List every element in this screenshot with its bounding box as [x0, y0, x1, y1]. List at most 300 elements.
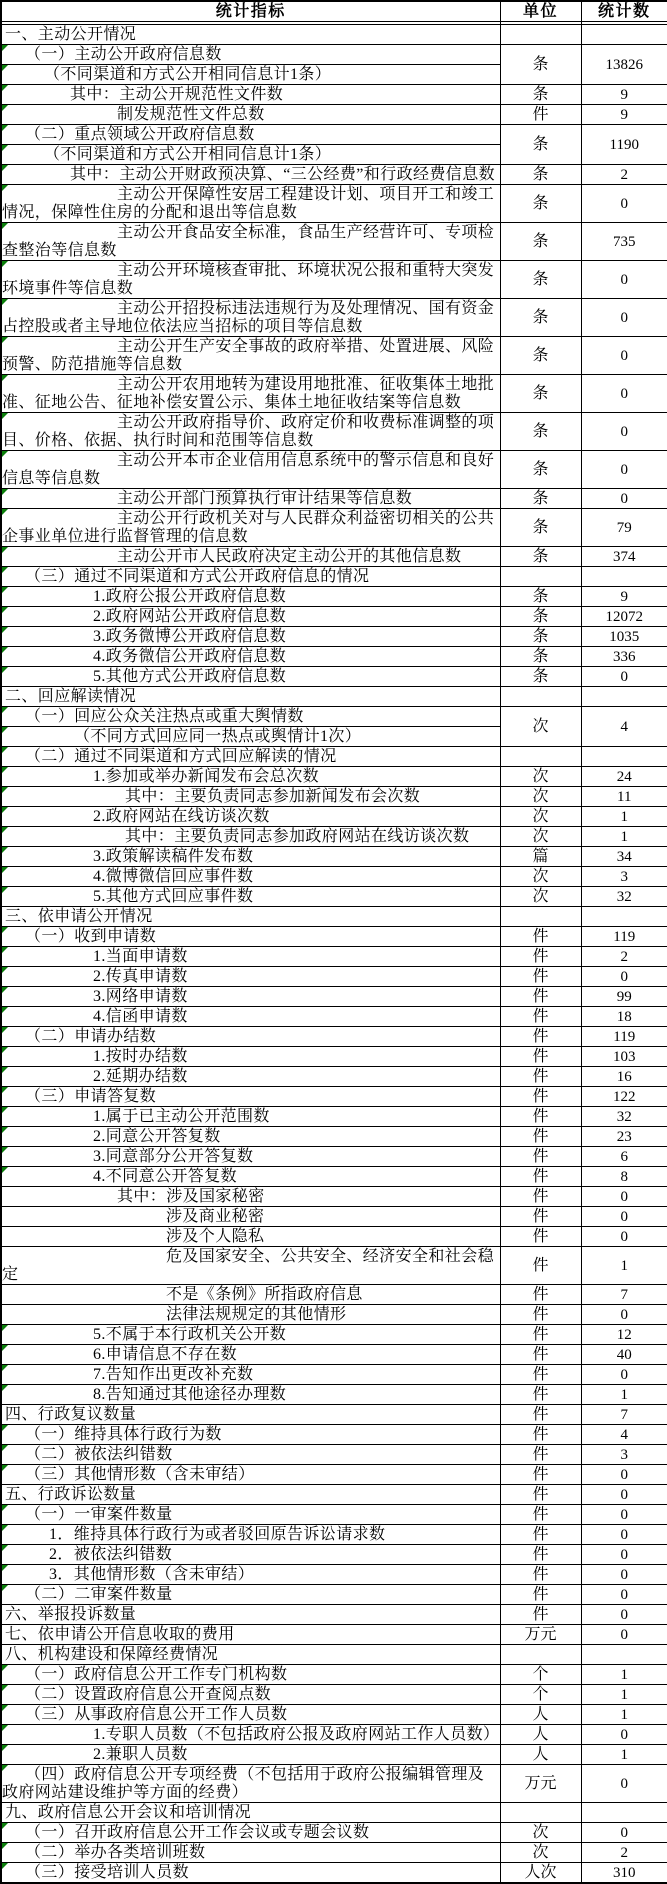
indicator-label: 1.按时办结数 — [93, 1048, 188, 1065]
cell-corner-triangle-icon — [2, 185, 8, 191]
indicator-label: 4.信函申请数 — [93, 1008, 188, 1025]
indicator-cell — [1, 1705, 500, 1725]
table-row — [1, 767, 667, 787]
table-row — [1, 1247, 667, 1285]
indicator-label: 主动公开农用地转为建设用地批准、征收集体土地批准、征地公告、征地补偿安置公示、集体土地征收结案等信息数 — [2, 376, 494, 411]
unit-cell: 件 — [500, 1545, 581, 1565]
table-row — [1, 667, 667, 687]
value-cell: 0 — [581, 299, 667, 337]
indicator-cell — [1, 1465, 500, 1485]
unit-cell: 条 — [500, 451, 581, 489]
table-row — [1, 1147, 667, 1167]
unit-cell: 件 — [500, 1345, 581, 1365]
value-cell: 16 — [581, 1067, 667, 1087]
cell-corner-triangle-icon — [2, 1545, 8, 1551]
table-row — [1, 1385, 667, 1405]
indicator-label: （二）被依法纠错数 — [25, 1446, 173, 1463]
table-row — [1, 1725, 667, 1745]
indicator-label: 4.不同意公开答复数 — [93, 1168, 237, 1185]
indicator-label: （二）二审案件数量 — [25, 1586, 173, 1603]
table-row — [1, 1605, 667, 1625]
indicator-cell — [1, 1087, 500, 1107]
value-cell — [581, 687, 667, 707]
table-row — [1, 1745, 667, 1765]
indicator-label: 5.其他方式回应事件数 — [93, 888, 253, 905]
value-cell: 0 — [581, 1625, 667, 1645]
indicator-cell — [1, 413, 500, 451]
table-row — [1, 1047, 667, 1067]
stats-table-header — [1, 1, 667, 25]
indicator-label: 其中：涉及国家秘密 — [117, 1188, 265, 1205]
indicator-label: 涉及个人隐私 — [166, 1228, 264, 1245]
unit-cell: 件 — [500, 1007, 581, 1027]
value-cell: 2 — [581, 165, 667, 185]
indicator-label: （一）政府信息公开工作专门机构数 — [25, 1666, 287, 1683]
cell-corner-triangle-icon — [2, 607, 8, 613]
unit-cell: 件 — [500, 1485, 581, 1505]
table-row — [1, 45, 667, 65]
indicator-label: 3.网络申请数 — [93, 988, 188, 1005]
table-row — [1, 1525, 667, 1545]
cell-corner-triangle-icon — [2, 1843, 8, 1849]
value-cell: 18 — [581, 1007, 667, 1027]
cell-corner-triangle-icon — [2, 489, 8, 495]
table-row — [1, 547, 667, 567]
indicator-cell — [1, 223, 500, 261]
indicator-label: 九、政府信息公开会议和培训情况 — [5, 1804, 251, 1821]
unit-cell: 件 — [500, 1505, 581, 1525]
indicator-cell — [1, 1107, 500, 1127]
value-cell — [581, 907, 667, 927]
table-row — [1, 85, 667, 105]
unit-cell: 条 — [500, 647, 581, 667]
indicator-cell — [1, 1585, 500, 1605]
unit-cell — [500, 25, 581, 45]
indicator-cell — [1, 1167, 500, 1187]
value-cell — [581, 1803, 667, 1823]
table-row — [1, 1445, 667, 1465]
header-value-label: 统计数 — [582, 3, 667, 22]
indicator-label: 5.不属于本行政机关公开数 — [93, 1326, 286, 1343]
indicator-cell — [1, 1305, 500, 1325]
cell-corner-triangle-icon — [2, 1087, 8, 1093]
table-row — [1, 1067, 667, 1087]
table-row — [1, 1285, 667, 1305]
header-value — [581, 1, 667, 25]
value-cell: 9 — [581, 105, 667, 125]
indicator-cell — [1, 1227, 500, 1247]
table-header-row — [1, 1, 667, 25]
value-cell: 40 — [581, 1345, 667, 1365]
cell-corner-triangle-icon — [2, 547, 8, 553]
indicator-label: （一）收到申请数 — [25, 928, 156, 945]
cell-corner-triangle-icon — [2, 299, 8, 305]
indicator-label: 主动公开招投标违法违规行为及处理情况、国有资金占控股或者主导地位依法应当招标的项目等信息数 — [2, 300, 494, 335]
cell-corner-triangle-icon — [2, 1027, 8, 1033]
indicator-label: 1.专职人员数（不包括政府公报及政府网站工作人员数） — [93, 1726, 499, 1743]
table-row — [1, 1325, 667, 1345]
unit-cell: 条 — [500, 489, 581, 509]
indicator-label: 2．被依法纠错数 — [49, 1546, 172, 1563]
indicator-cell — [1, 1425, 500, 1445]
value-cell: 0 — [581, 667, 667, 687]
unit-cell: 条 — [500, 375, 581, 413]
indicator-label: （一）维持具体行政行为数 — [25, 1426, 222, 1443]
table-row — [1, 887, 667, 907]
indicator-label: （一）召开政府信息公开工作会议或专题会议数 — [25, 1824, 369, 1841]
indicator-label: 主动公开保障性安居工程建设计划、项目开工和竣工情况，保障性住房的分配和退出等信息数 — [2, 186, 494, 221]
indicator-cell — [1, 587, 500, 607]
cell-corner-triangle-icon — [2, 223, 8, 229]
value-cell: 0 — [581, 413, 667, 451]
indicator-cell — [1, 65, 500, 85]
table-row — [1, 1465, 667, 1485]
table-row — [1, 125, 667, 145]
unit-cell: 人次 — [500, 1863, 581, 1884]
indicator-label: （一）一审案件数量 — [25, 1506, 173, 1523]
cell-corner-triangle-icon — [2, 667, 8, 673]
cell-corner-triangle-icon — [2, 1007, 8, 1013]
indicator-cell — [1, 185, 500, 223]
unit-cell: 件 — [500, 1207, 581, 1227]
table-row — [1, 1585, 667, 1605]
indicator-label: 4.政务微信公开政府信息数 — [93, 648, 286, 665]
table-row — [1, 1027, 667, 1047]
value-cell: 0 — [581, 185, 667, 223]
indicator-label: 2.传真申请数 — [93, 968, 188, 985]
value-cell — [581, 747, 667, 767]
indicator-label: 2.兼职人员数 — [93, 1746, 188, 1763]
cell-corner-triangle-icon — [2, 1665, 8, 1671]
cell-corner-triangle-icon — [2, 767, 8, 773]
unit-cell: 件 — [500, 1525, 581, 1545]
value-cell: 1190 — [581, 125, 667, 165]
table-row — [1, 375, 667, 413]
indicator-cell — [1, 947, 500, 967]
unit-cell: 条 — [500, 413, 581, 451]
unit-cell: 件 — [500, 105, 581, 125]
unit-cell: 件 — [500, 1325, 581, 1345]
value-cell: 1 — [581, 1247, 667, 1285]
indicator-cell — [1, 1285, 500, 1305]
table-row — [1, 607, 667, 627]
indicator-cell — [1, 967, 500, 987]
unit-cell: 件 — [500, 1047, 581, 1067]
unit-cell: 件 — [500, 1585, 581, 1605]
value-cell: 1 — [581, 1665, 667, 1685]
value-cell: 32 — [581, 1107, 667, 1127]
table-row — [1, 1863, 667, 1884]
indicator-label: 七、依申请公开信息收取的费用 — [5, 1626, 235, 1643]
indicator-cell — [1, 1405, 500, 1425]
value-cell: 0 — [581, 1585, 667, 1605]
cell-corner-triangle-icon — [2, 1465, 8, 1471]
unit-cell — [500, 567, 581, 587]
indicator-label: （不同渠道和方式公开相同信息计1条） — [44, 66, 331, 83]
table-row — [1, 1685, 667, 1705]
indicator-cell — [1, 647, 500, 667]
value-cell: 0 — [581, 1765, 667, 1803]
indicator-cell — [1, 827, 500, 847]
unit-cell: 条 — [500, 509, 581, 547]
unit-cell: 条 — [500, 587, 581, 607]
indicator-cell — [1, 1863, 500, 1884]
value-cell: 0 — [581, 261, 667, 299]
value-cell: 79 — [581, 509, 667, 547]
indicator-cell — [1, 1247, 500, 1285]
value-cell: 0 — [581, 1465, 667, 1485]
indicator-label: 法律法规规定的其他情形 — [166, 1306, 346, 1323]
cell-corner-triangle-icon — [2, 165, 8, 171]
indicator-cell — [1, 105, 500, 125]
unit-cell: 条 — [500, 607, 581, 627]
indicator-label: 2.延期办结数 — [93, 1068, 188, 1085]
unit-cell: 件 — [500, 1565, 581, 1585]
table-row — [1, 567, 667, 587]
value-cell — [581, 1645, 667, 1665]
cell-corner-triangle-icon — [2, 747, 8, 753]
table-row — [1, 787, 667, 807]
value-cell: 9 — [581, 85, 667, 105]
unit-cell: 次 — [500, 787, 581, 807]
cell-corner-triangle-icon — [2, 1685, 8, 1691]
value-cell — [581, 25, 667, 45]
value-cell: 1 — [581, 1705, 667, 1725]
cell-corner-triangle-icon — [2, 847, 8, 853]
indicator-cell — [1, 747, 500, 767]
unit-cell: 人 — [500, 1745, 581, 1765]
table-row — [1, 687, 667, 707]
header-unit-label: 单位 — [501, 3, 581, 22]
table-row — [1, 967, 667, 987]
indicator-cell — [1, 45, 500, 65]
value-cell: 0 — [581, 1187, 667, 1207]
indicator-label: 5.其他方式公开政府信息数 — [93, 668, 286, 685]
cell-corner-triangle-icon — [2, 727, 8, 733]
indicator-label: 六、举报投诉数量 — [5, 1606, 136, 1623]
unit-cell: 条 — [500, 165, 581, 185]
indicator-cell — [1, 1665, 500, 1685]
indicator-cell — [1, 1027, 500, 1047]
indicator-label: 8.告知通过其他途径办理数 — [93, 1386, 286, 1403]
unit-cell: 条 — [500, 185, 581, 223]
indicator-cell — [1, 25, 500, 45]
indicator-label: 四、行政复议数量 — [5, 1406, 136, 1423]
table-row — [1, 223, 667, 261]
indicator-cell — [1, 1127, 500, 1147]
table-row — [1, 847, 667, 867]
value-cell: 0 — [581, 1605, 667, 1625]
indicator-label: （四）政府信息公开专项经费（不包括用于政府公报编辑管理及政府网站建设维护等方面的经费） — [2, 1766, 484, 1801]
indicator-label: 制发规范性文件总数 — [117, 106, 265, 123]
unit-cell: 件 — [500, 1027, 581, 1047]
cell-corner-triangle-icon — [2, 647, 8, 653]
unit-cell: 件 — [500, 1305, 581, 1325]
unit-cell: 件 — [500, 1465, 581, 1485]
cell-corner-triangle-icon — [2, 413, 8, 419]
value-cell: 0 — [581, 375, 667, 413]
indicator-cell — [1, 1047, 500, 1067]
indicator-label: 其中：主动公开财政预决算、“三公经费”和行政经费信息数 — [70, 166, 495, 183]
table-row — [1, 947, 667, 967]
table-row — [1, 987, 667, 1007]
value-cell: 0 — [581, 1725, 667, 1745]
table-row — [1, 627, 667, 647]
indicator-label: 其中：主要负责同志参加政府网站在线访谈次数 — [125, 828, 469, 845]
unit-cell: 件 — [500, 1227, 581, 1247]
table-row — [1, 165, 667, 185]
table-row — [1, 1545, 667, 1565]
value-cell: 99 — [581, 987, 667, 1007]
value-cell: 3 — [581, 867, 667, 887]
unit-cell: 万元 — [500, 1765, 581, 1803]
value-cell: 0 — [581, 1227, 667, 1247]
table-row — [1, 1645, 667, 1665]
indicator-label: 2.同意公开答复数 — [93, 1128, 221, 1145]
cell-corner-triangle-icon — [2, 1505, 8, 1511]
table-row — [1, 1405, 667, 1425]
unit-cell: 条 — [500, 667, 581, 687]
value-cell: 0 — [581, 1505, 667, 1525]
table-row — [1, 1187, 667, 1207]
cell-corner-triangle-icon — [2, 1385, 8, 1391]
value-cell: 0 — [581, 1365, 667, 1385]
indicator-cell — [1, 707, 500, 727]
indicator-label: （二）设置政府信息公开查阅点数 — [25, 1686, 271, 1703]
indicator-label: 一、主动公开情况 — [5, 26, 136, 43]
indicator-label: 主动公开部门预算执行审计结果等信息数 — [117, 490, 412, 507]
table-row — [1, 1127, 667, 1147]
unit-cell: 次 — [500, 1843, 581, 1863]
table-row — [1, 337, 667, 375]
indicator-cell — [1, 509, 500, 547]
indicator-cell — [1, 807, 500, 827]
indicator-cell — [1, 1345, 500, 1365]
cell-corner-triangle-icon — [2, 567, 8, 573]
indicator-cell — [1, 927, 500, 947]
value-cell: 32 — [581, 887, 667, 907]
indicator-label: 3.政务微博公开政府信息数 — [93, 628, 286, 645]
table-row — [1, 1665, 667, 1685]
unit-cell: 条 — [500, 547, 581, 567]
unit-cell: 次 — [500, 1823, 581, 1843]
indicator-label: （二）重点领域公开政府信息数 — [25, 126, 255, 143]
value-cell: 310 — [581, 1863, 667, 1884]
indicator-cell — [1, 125, 500, 145]
table-row — [1, 1843, 667, 1863]
cell-corner-triangle-icon — [2, 807, 8, 813]
value-cell: 6 — [581, 1147, 667, 1167]
indicator-label: （一）主动公开政府信息数 — [25, 46, 222, 63]
indicator-cell — [1, 1545, 500, 1565]
cell-corner-triangle-icon — [2, 707, 8, 713]
unit-cell: 条 — [500, 261, 581, 299]
indicator-cell — [1, 489, 500, 509]
unit-cell: 件 — [500, 1425, 581, 1445]
indicator-label: 主动公开市人民政府决定主动公开的其他信息数 — [117, 548, 461, 565]
indicator-cell — [1, 987, 500, 1007]
cell-corner-triangle-icon — [2, 261, 8, 267]
unit-cell — [500, 1803, 581, 1823]
unit-cell: 条 — [500, 299, 581, 337]
value-cell: 103 — [581, 1047, 667, 1067]
value-cell — [581, 567, 667, 587]
unit-cell — [500, 747, 581, 767]
indicator-cell — [1, 1147, 500, 1167]
table-row — [1, 105, 667, 125]
indicator-cell — [1, 1505, 500, 1525]
unit-cell: 次 — [500, 767, 581, 787]
cell-corner-triangle-icon — [2, 1725, 8, 1731]
indicator-cell — [1, 787, 500, 807]
indicator-cell — [1, 1803, 500, 1823]
unit-cell: 件 — [500, 1167, 581, 1187]
value-cell: 374 — [581, 547, 667, 567]
value-cell: 0 — [581, 1565, 667, 1585]
indicator-cell — [1, 887, 500, 907]
cell-corner-triangle-icon — [2, 1425, 8, 1431]
cell-corner-triangle-icon — [2, 1365, 8, 1371]
value-cell: 3 — [581, 1445, 667, 1465]
value-cell: 0 — [581, 451, 667, 489]
header-indicator — [1, 1, 500, 25]
table-row — [1, 1485, 667, 1505]
table-row — [1, 1705, 667, 1725]
table-row — [1, 1803, 667, 1823]
cell-corner-triangle-icon — [2, 1565, 8, 1571]
indicator-label: 主动公开食品安全标准，食品生产经营许可、专项检查整治等信息数 — [2, 224, 494, 259]
indicator-label: （三）从事政府信息公开工作人员数 — [25, 1706, 287, 1723]
unit-cell: 件 — [500, 987, 581, 1007]
unit-cell: 件 — [500, 1285, 581, 1305]
cell-corner-triangle-icon — [2, 375, 8, 381]
indicator-label: 不是《条例》所指政府信息 — [166, 1286, 363, 1303]
cell-corner-triangle-icon — [2, 65, 8, 71]
indicator-cell — [1, 727, 500, 747]
indicator-cell — [1, 1067, 500, 1087]
cell-corner-triangle-icon — [2, 1147, 8, 1153]
unit-cell: 件 — [500, 1445, 581, 1465]
table-row — [1, 1345, 667, 1365]
indicator-cell — [1, 1187, 500, 1207]
indicator-cell — [1, 451, 500, 489]
table-row — [1, 1227, 667, 1247]
indicator-label: 7.告知作出更改补充数 — [93, 1366, 253, 1383]
cell-corner-triangle-icon — [2, 45, 8, 51]
value-cell: 0 — [581, 967, 667, 987]
indicator-cell — [1, 1745, 500, 1765]
value-cell: 4 — [581, 707, 667, 747]
value-cell: 9 — [581, 587, 667, 607]
value-cell: 1035 — [581, 627, 667, 647]
indicator-cell — [1, 165, 500, 185]
unit-cell: 条 — [500, 45, 581, 85]
value-cell: 13826 — [581, 45, 667, 85]
unit-cell — [500, 687, 581, 707]
cell-corner-triangle-icon — [2, 1345, 8, 1351]
indicator-label: 主动公开政府指导价、政府定价和收费标准调整的项目、价格、依据、执行时间和范围等信息数 — [2, 414, 494, 449]
indicator-cell — [1, 1445, 500, 1465]
indicator-label: 1.当面申请数 — [93, 948, 188, 965]
cell-corner-triangle-icon — [2, 1863, 8, 1869]
cell-corner-triangle-icon — [2, 987, 8, 993]
unit-cell: 条 — [500, 337, 581, 375]
cell-corner-triangle-icon — [2, 1107, 8, 1113]
indicator-label: 主动公开生产安全事故的政府举措、处置进展、风险预警、防范措施等信息数 — [2, 338, 494, 373]
table-row — [1, 1087, 667, 1107]
indicator-label: 1.属于已主动公开范围数 — [93, 1108, 270, 1125]
table-row — [1, 1207, 667, 1227]
